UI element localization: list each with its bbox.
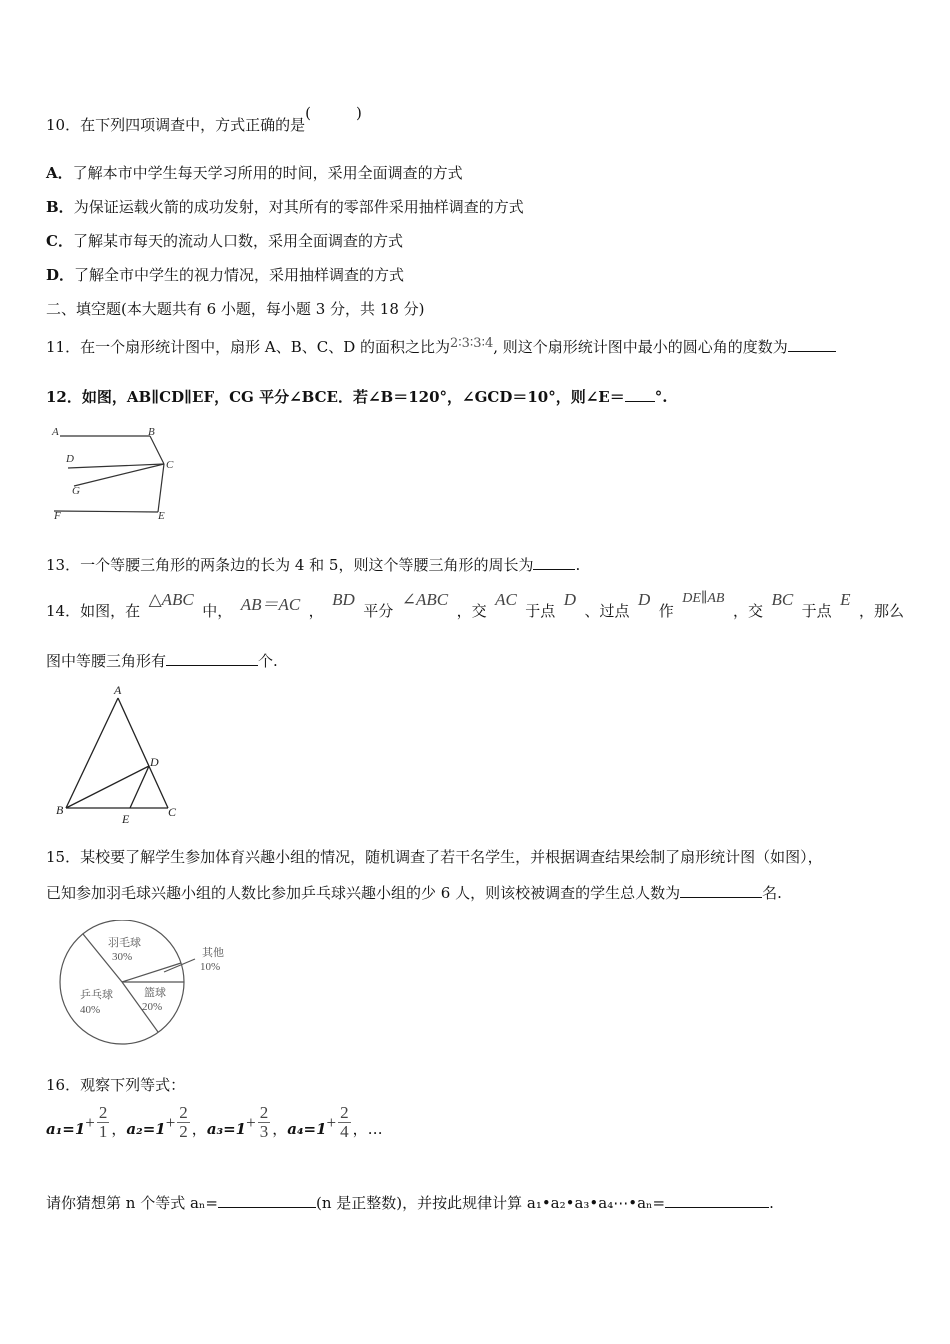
segment-bd	[66, 766, 149, 808]
fraction: $\frac{2}{3}$	[259, 1103, 269, 1141]
label-f: F	[54, 510, 61, 522]
label-b: B	[56, 803, 64, 817]
q13: 13．一个等腰三角形的两条边的长为 4 和 5，则这个等腰三角形的周长为 .	[46, 556, 581, 574]
q10-option-b: B．为保证运载火箭的成功发射，对其所有的零部件采用抽样调查的方式	[46, 198, 524, 216]
q16-blank-2	[665, 1193, 769, 1208]
line-ce	[158, 464, 164, 512]
q11-blank	[788, 337, 836, 352]
label-a: A	[52, 426, 59, 438]
q13-blank	[533, 555, 575, 570]
q15-line1: 15．某校要了解学生参加体育兴趣小组的情况，随机调查了若干名学生，并根据调查结果绘制了扇形统计图（如图），	[46, 848, 823, 866]
line-bc	[150, 436, 164, 464]
q14-blank	[166, 651, 258, 666]
equation-4: a₄=1 + $\frac{2}{4}$ ，…	[287, 1103, 383, 1141]
slice-pingpong-label: 乒乓球	[80, 988, 113, 1001]
q12-blank	[625, 387, 655, 402]
slice-badminton-label: 羽毛球	[108, 936, 141, 949]
line-fe	[54, 511, 158, 512]
q10-option-d: D．了解全市中学生的视力情况，采用抽样调查的方式	[46, 266, 405, 284]
q10-option-c: C．了解某市每天的流动人口数，采用全面调查的方式	[46, 232, 403, 250]
q15-line2: 已知参加羽毛球兴趣小组的人数比参加乒乓球兴趣小组的少 6 人，则该校被调查的学生总人数为 名.	[46, 884, 782, 902]
fraction: $\frac{2}{2}$	[179, 1103, 188, 1141]
q15-blank	[680, 883, 762, 898]
other-pointer	[164, 959, 195, 972]
q12: 12．如图，AB∥CD∥EF，CG 平分∠BCE．若∠B＝120°，∠GCD＝10°，则∠E＝ °.	[46, 388, 668, 406]
slice-basketball-pct: 20%	[142, 1001, 163, 1013]
fraction: $\frac{2}{1}$	[98, 1103, 108, 1141]
slice-badminton-pct: 30%	[112, 951, 133, 963]
slice-other-pct: 10%	[200, 961, 221, 973]
label-g: G	[72, 485, 80, 497]
q11-ratio: 2∶3∶3∶4	[449, 336, 494, 351]
side-ab	[66, 698, 118, 808]
q16-blank-1	[218, 1193, 316, 1208]
q11: 11．在一个扇形统计图中，扇形 A、B、C、D 的面积之比为2∶3∶3∶4, 则这个扇形统计图中最小的圆心角的度数为	[46, 336, 836, 357]
label-d: D	[150, 755, 159, 769]
q16-stem: 16．观察下列等式：	[46, 1076, 186, 1094]
q16-equations	[46, 1103, 383, 1147]
q10-stem: 10．在下列四项调查中，方式正确的是( )	[46, 104, 362, 134]
segment-de	[130, 766, 149, 808]
pie-divider-2	[122, 963, 181, 982]
q16-question: 请你猜想第 n 个等式 aₙ= (n 是正整数)，并按此规律计算 a₁•a₂•a₃•a₄⋯•aₙ= .	[46, 1194, 774, 1212]
q14-line1: 14．如图，在 △ABC 中， AB＝AC ， BD 平分 ∠ABC ，交 AC 于点 D 、过点 D 作 DE∥AB ，交 BC 于点 E ，那么	[46, 590, 904, 620]
q15-pie-chart	[52, 920, 242, 1045]
q12-figure	[46, 420, 186, 525]
slice-other-label: 其他	[202, 946, 224, 959]
q14-figure	[52, 682, 192, 827]
label-e: E	[122, 812, 130, 826]
slice-pingpong-pct: 40%	[80, 1004, 101, 1016]
side-ac	[118, 698, 168, 808]
label-d: D	[66, 453, 74, 465]
q14-line2: 图中等腰三角形有 个.	[46, 652, 278, 670]
q10-option-a: A．了解本市中学生每天学习所用的时间，采用全面调查的方式	[46, 164, 463, 182]
equation-3: a₃=1 + $\frac{2}{3}$ ，	[206, 1103, 288, 1141]
section-heading: 二、填空题(本大题共有 6 小题，每小题 3 分，共 18 分)	[46, 300, 425, 318]
label-c: C	[168, 805, 177, 819]
q14-triangle-abc: △ABC	[148, 590, 194, 609]
q10-answer-paren: ( )	[305, 104, 362, 122]
label-a: A	[114, 683, 122, 697]
label-e: E	[158, 510, 165, 522]
equation-1: a₁=1 + $\frac{2}{1}$ ，	[46, 1103, 127, 1141]
equation-2: a₂=1 + $\frac{2}{2}$ ，	[126, 1103, 207, 1141]
slice-basketball-label: 篮球	[144, 986, 166, 999]
fraction: $\frac{2}{4}$	[340, 1103, 349, 1141]
label-b: B	[148, 426, 155, 438]
label-c: C	[166, 459, 174, 471]
